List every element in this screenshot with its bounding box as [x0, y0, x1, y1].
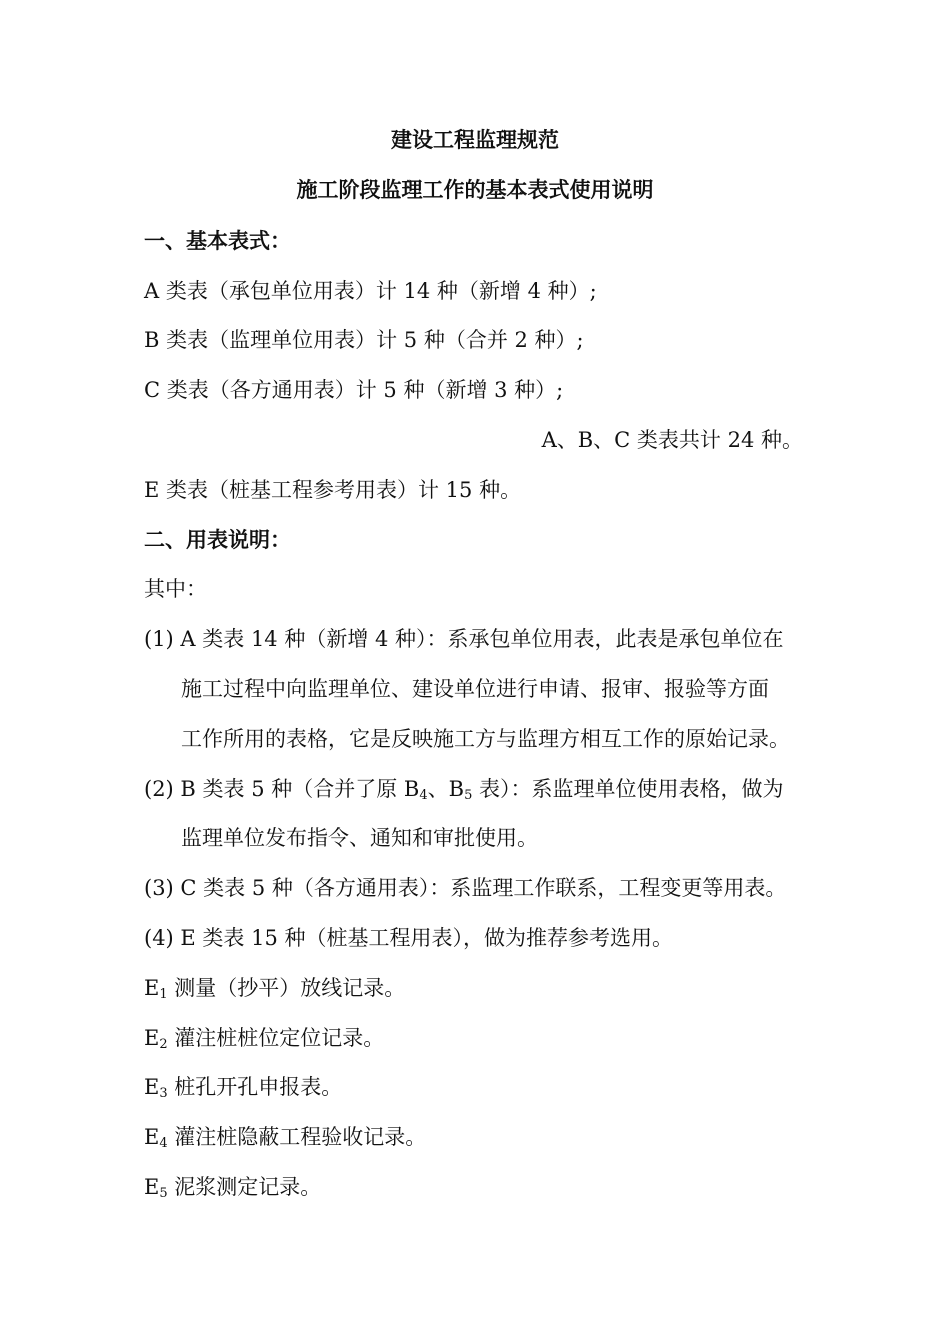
item1-line3: 工作所用的表格，它是反映施工方与监理方相互工作的原始记录。 — [181, 727, 790, 751]
section2-intro: 其中： — [144, 577, 207, 601]
e-text: 桩孔开孔申报表。 — [167, 1075, 343, 1099]
section1-line-e: E 类表（桩基工程参考用表）计 15 种。 — [144, 478, 522, 502]
item2-sub-b: 5 — [464, 788, 473, 803]
e-text: 灌注桩隐蔽工程验收记录。 — [167, 1125, 427, 1149]
item2-line1 — [144, 776, 784, 802]
e-text: 泥浆测定记录。 — [167, 1175, 322, 1199]
item3-line: (3) C 类表 5 种（各方通用表）：系监理工作联系，工程变更等用表。 — [144, 876, 787, 900]
e-subscript: 3 — [159, 1086, 168, 1101]
document-subtitle: 施工阶段监理工作的基本表式使用说明 — [296, 177, 654, 202]
e-list-item-2 — [144, 1025, 384, 1051]
e-subscript: 1 — [159, 987, 168, 1002]
e-list-item-3 — [144, 1074, 342, 1100]
e-letter: E — [144, 1125, 160, 1149]
e-text: 灌注桩桩位定位记录。 — [167, 1026, 385, 1050]
section1-total: A、B、C 类表共计 24 种。 — [541, 428, 803, 452]
document-title: 建设工程监理规范 — [391, 127, 559, 152]
e-list-item-1 — [144, 975, 405, 1001]
item1-line1: (1) A 类表 14 种（新增 4 种）：系承包单位用表，此表是承包单位在 — [144, 627, 784, 651]
item2-suffix: 表）：系监理单位使用表格，做为 — [472, 777, 784, 801]
item1-line2: 施工过程中向监理单位、建设单位进行申请、报审、报验等方面 — [181, 677, 769, 701]
e-subscript: 5 — [159, 1186, 168, 1201]
section2-heading: 二、用表说明： — [144, 527, 291, 552]
section1-line-c: C 类表（各方通用表）计 5 种（新增 3 种）; — [144, 378, 564, 402]
section1-heading: 一、基本表式： — [144, 228, 291, 253]
e-subscript: 2 — [159, 1037, 168, 1052]
item2-line2: 监理单位发布指令、通知和审批使用。 — [181, 826, 538, 850]
e-letter: E — [144, 1026, 160, 1050]
e-list-item-5 — [144, 1174, 321, 1200]
item2-mid: 、B — [427, 777, 465, 801]
e-text: 测量（抄平）放线记录。 — [167, 976, 406, 1000]
section1-line-b: B 类表（监理单位用表）计 5 种（合并 2 种）; — [144, 328, 584, 352]
e-letter: E — [144, 1175, 160, 1199]
item2-prefix: (2) B 类表 5 种（合并了原 B — [144, 777, 420, 801]
e-letter: E — [144, 976, 160, 1000]
e-letter: E — [144, 1075, 160, 1099]
section1-line-a: A 类表（承包单位用表）计 14 种（新增 4 种）; — [144, 279, 597, 303]
e-subscript: 4 — [159, 1136, 168, 1151]
item4-line: (4) E 类表 15 种（桩基工程用表），做为推荐参考选用。 — [144, 926, 673, 950]
item2-sub-a: 4 — [419, 788, 428, 803]
e-list-item-4 — [144, 1124, 426, 1150]
